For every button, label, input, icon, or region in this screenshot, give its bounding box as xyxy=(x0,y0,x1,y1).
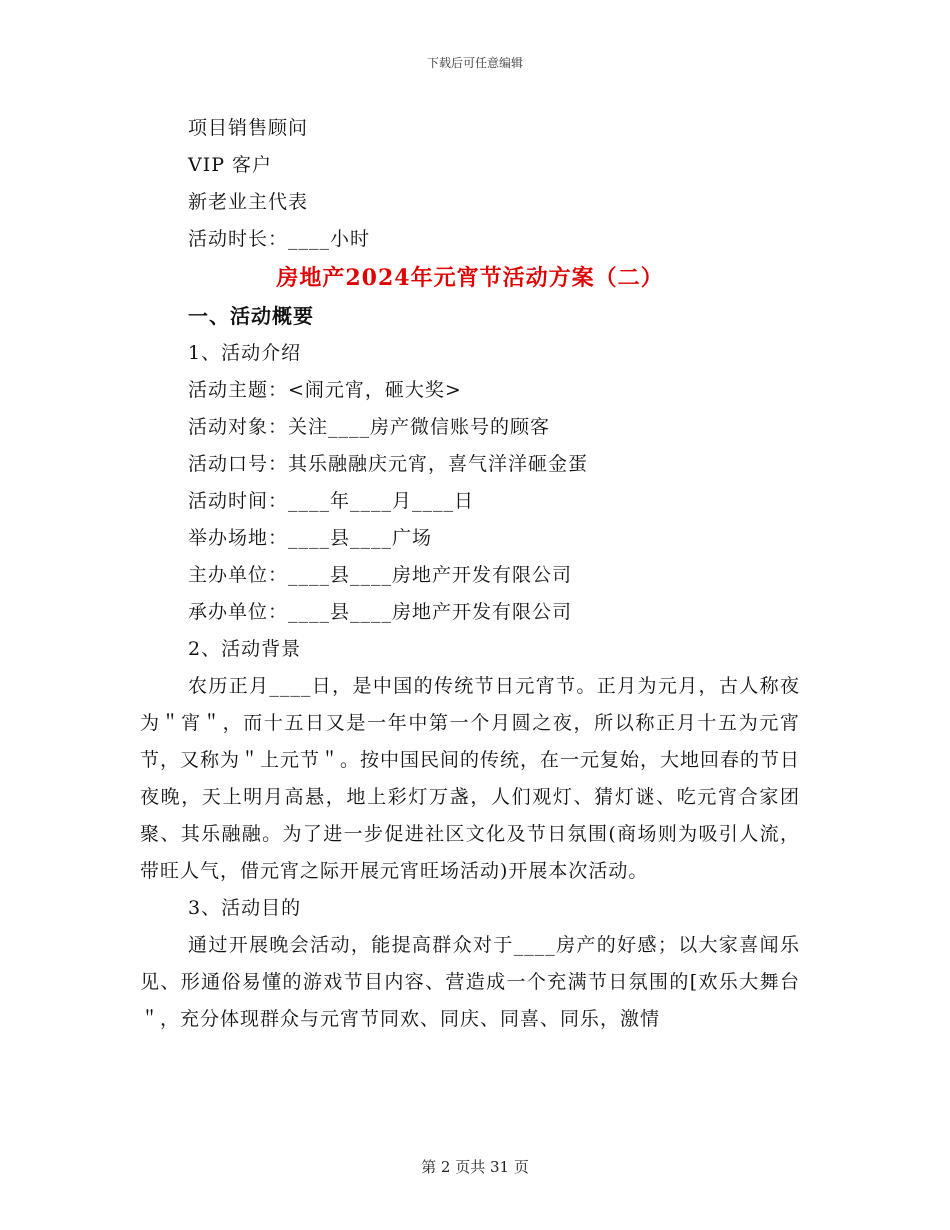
list-item: 举办场地：____县____广场 xyxy=(188,527,433,549)
paragraph: 农历正月____日，是中国的传统节日元宵节。正月为元月，古人称夜为＂宵＂，而十五日又是一年中第一个月圆之夜，所以称正月十五为元宵节，又称为＂上元节＂。按中国民间的传统，在一元复始，大地回春的节日夜晚，天上明月高悬，地上彩灯万盏，人们观灯、猜灯谜、吃元宵合家团聚、其乐融融。为了进一步促进社区文化及节日氛围(商场则为吸引人流，带旺人气，借元宵之际开展元宵旺场活动)开展本次活动。 xyxy=(140,675,801,882)
subsection-heading: 3、活动目的 xyxy=(188,897,302,919)
paragraph: 通过开展晚会活动，能提高群众对于____房产的好感；以大家喜闻乐见、形通俗易懂的游戏节目内容、营造成一个充满节日氛围的[欢乐大舞台＂，充分体现群众与元宵节同欢、同庆、同喜、同乐，激情 xyxy=(140,934,800,1030)
list-item: 活动主题：<闹元宵，砸大奖> xyxy=(188,379,462,401)
page-header: 下载后可任意编辑 xyxy=(426,56,523,70)
page-footer: 第 2 页共 31 页 xyxy=(421,1158,529,1176)
text-line: VIP 客户 xyxy=(188,154,273,176)
document-title: 房地产2024年元宵节活动方案（二） xyxy=(276,265,664,291)
list-item: 承办单位：____县____房地产开发有限公司 xyxy=(188,601,573,623)
section-heading: 一、活动概要 xyxy=(188,304,314,328)
text-line: 项目销售顾问 xyxy=(188,117,309,139)
document-body xyxy=(140,110,800,1038)
list-item: 活动对象：关注____房产微信账号的顾客 xyxy=(188,416,551,438)
text-line: 新老业主代表 xyxy=(188,191,309,213)
list-item: 主办单位：____县____房地产开发有限公司 xyxy=(188,564,573,586)
list-item: 活动时间：____年____月____日 xyxy=(188,490,475,512)
subsection-heading: 2、活动背景 xyxy=(188,638,302,660)
list-item: 活动口号：其乐融融庆元宵，喜气洋洋砸金蛋 xyxy=(188,453,589,475)
text-line: 活动时长：____小时 xyxy=(188,228,371,250)
subsection-heading: 1、活动介绍 xyxy=(188,342,302,364)
